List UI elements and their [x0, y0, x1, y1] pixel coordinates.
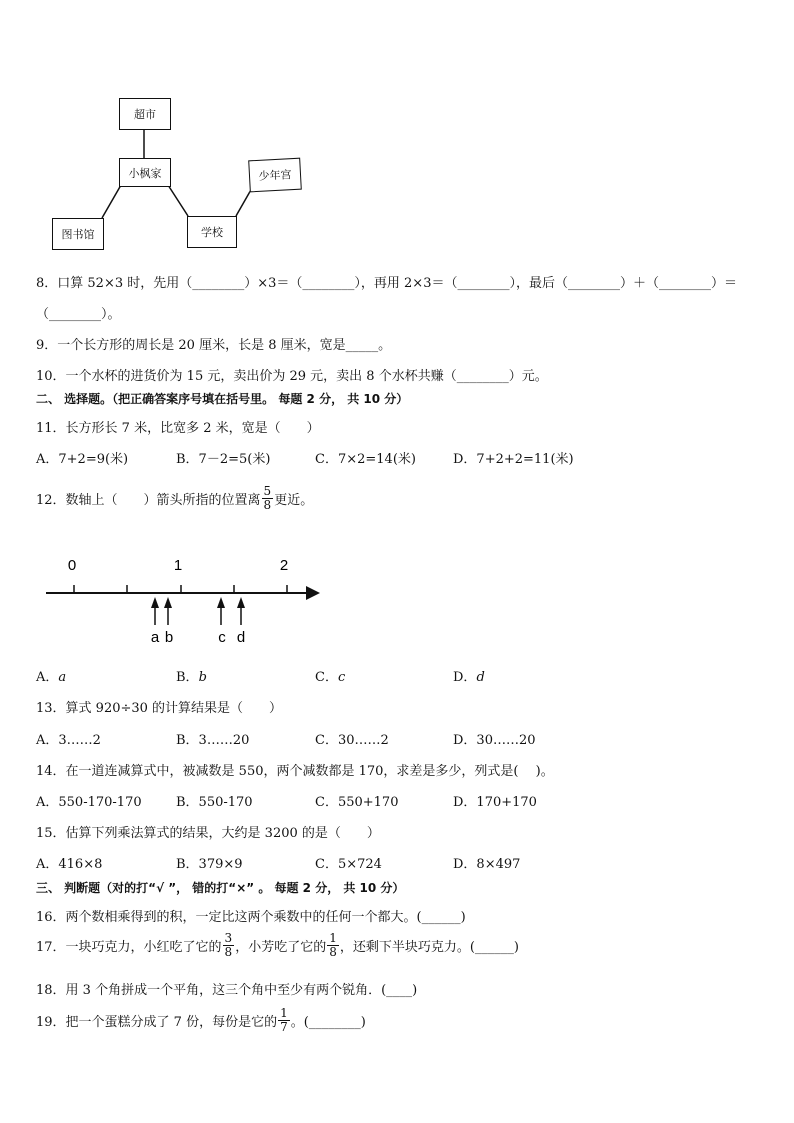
q15-option-d: D．8×497 [453, 857, 521, 872]
q11-stem: 11．长方形长 7 米，比宽多 2 米，宽是（ ） [36, 421, 320, 436]
q11-option-b: B．7－2=5(米) [176, 452, 271, 467]
map-box-supermarket [119, 98, 171, 130]
q11-option-d: D．7+2+2=11(米) [453, 452, 574, 467]
q15-stem: 15．估算下列乘法算式的结果，大约是 3200 的是（ ） [36, 826, 380, 841]
map-label-library: 图书馆 [61, 228, 95, 241]
q12-option-c [315, 666, 345, 685]
q17-fraction-1-num: 3 [224, 931, 233, 945]
map-path-home-school [168, 185, 188, 216]
arrow-label-b: b [164, 629, 174, 646]
q19-fraction-den: 7 [280, 1020, 288, 1034]
q12-option-d-value: d [476, 670, 485, 685]
q13-option-c: C．30……2 [315, 733, 389, 748]
arrow-d [237, 597, 245, 625]
q13-option-b: B．3……20 [176, 733, 250, 748]
q13-stem: 13．算式 920÷30 的计算结果是（ ） [36, 701, 283, 716]
q12-stem-after: 更近。 [274, 493, 314, 508]
map-box-school [187, 216, 237, 248]
q19-fraction [278, 1007, 290, 1034]
q14-option-b: B．550-170 [176, 795, 253, 810]
q8-line2: （________）。 [36, 307, 121, 322]
map-box-home [119, 158, 171, 187]
q12-option-b [176, 666, 207, 685]
map-label-school: 学校 [201, 226, 223, 239]
q9: 9．一个长方形的周长是 20 厘米，长是 8 厘米，宽是_____。 [36, 338, 392, 353]
q10: 10．一个水杯的进货价为 15 元，卖出价为 29 元，卖出 8 个水杯共赚（________）元。 [36, 369, 548, 384]
q18: 18．用 3 个角拼成一个平角，这三个角中至少有两个锐角．(____) [36, 983, 418, 998]
q12-option-d [453, 666, 485, 685]
q12-option-a-value: a [58, 670, 67, 685]
q11-option-c: C．7×2=14(米) [315, 452, 416, 467]
arrow-c [217, 597, 225, 625]
q17-part2: ，小芳吃了它的 [235, 940, 327, 955]
q15-option-a: A．416×8 [36, 857, 103, 872]
q12-option-d-prefix: D． [453, 670, 477, 685]
q16: 16．两个数相乘得到的积，一定比这两个乘数中的任何一个都大。(______) [36, 910, 466, 925]
q12-option-c-prefix: C． [315, 670, 338, 685]
q12-fraction-num: 5 [263, 484, 272, 498]
q19-part2: 。(________) [290, 1015, 366, 1030]
axis-arrowhead [306, 586, 320, 600]
map-box-youth-palace [248, 158, 302, 193]
map-diagram [0, 0, 320, 260]
q12-option-c-value: c [337, 670, 346, 685]
q17-part1: 17．一块巧克力，小红吃了它的 [36, 940, 222, 955]
q17-part3: ，还剩下半块巧克力。(______) [339, 940, 519, 955]
q14-option-d: D．170+170 [453, 795, 537, 810]
number-line [0, 550, 340, 650]
q12-stem [36, 485, 313, 512]
q12-option-b-value: b [198, 670, 207, 685]
axis-tick-label-0: 0 [67, 557, 77, 574]
axis-tick-label-2: 2 [279, 557, 289, 574]
q14-stem: 14．在一道连减算式中，被减数是 550，两个减数都是 170，求差是多少，列式是( )。 [36, 764, 554, 779]
q12-fraction-den: 8 [263, 498, 272, 512]
q17-fraction-1 [223, 932, 235, 959]
q12-option-b-prefix: B． [176, 670, 199, 685]
arrow-label-a: a [150, 629, 160, 646]
q12-option-a [36, 666, 66, 685]
q13-option-d: D．30……20 [453, 733, 536, 748]
map-box-library [52, 218, 104, 250]
q11-option-a: A．7+2=9(米) [36, 452, 129, 467]
q15-option-c: C．5×724 [315, 857, 382, 872]
q19-fraction-num: 1 [280, 1006, 288, 1020]
map-path-home-library [102, 185, 121, 218]
q8-line1: 8．口算 52×3 时，先用（________）×3＝（________），再用 2×3＝（________），最后（________）＋（________）＝ [36, 276, 737, 291]
arrow-label-c: c [218, 629, 226, 646]
map-label-supermarket: 超市 [134, 108, 156, 121]
map-label-home: 小枫家 [128, 166, 162, 180]
q13-option-a: A．3……2 [36, 733, 101, 748]
map-label-youth-palace: 少年宫 [258, 168, 292, 183]
section3-heading: 三、 判断题（对的打“√ ”， 错的打“×” 。 每题 2 分， 共 10 分） [36, 881, 405, 895]
arrow-b [164, 597, 172, 625]
q17 [36, 932, 519, 959]
q12-option-a-prefix: A． [36, 670, 59, 685]
q14-option-c: C．550+170 [315, 795, 399, 810]
axis-tick-label-1: 1 [173, 557, 183, 574]
q17-fraction-2-num: 1 [329, 931, 337, 945]
q19-part1: 19．把一个蛋糕分成了 7 份，每份是它的 [36, 1015, 278, 1030]
q12-stem-before: 12．数轴上（ ）箭头所指的位置离 [36, 493, 261, 508]
arrow-label-d: d [236, 629, 246, 646]
section2-heading: 二、 选择题。（把正确答案序号填在括号里。 每题 2 分， 共 10 分） [36, 392, 409, 406]
q17-fraction-1-den: 8 [224, 945, 233, 959]
q17-fraction-2-den: 8 [329, 945, 337, 959]
q15-option-b: B．379×9 [176, 857, 243, 872]
q12-fraction [262, 485, 274, 512]
q14-option-a: A．550-170-170 [36, 795, 142, 810]
q17-fraction-2 [327, 932, 339, 959]
arrow-a [151, 597, 159, 625]
q19 [36, 1007, 366, 1034]
